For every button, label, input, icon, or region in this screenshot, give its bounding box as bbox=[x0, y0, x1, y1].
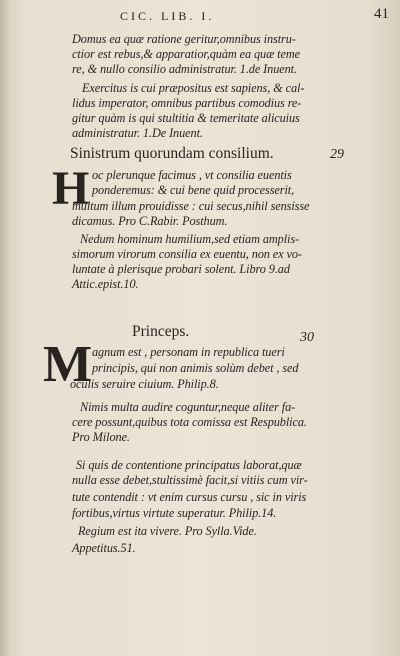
drop-cap: H bbox=[52, 162, 90, 215]
text-line: principis, qui non animis solùm debet , sed bbox=[92, 361, 299, 375]
text-line: ponderemus: & cui bene quid processerit, bbox=[92, 183, 295, 197]
text-line: Si quis de contentione principatus laborat,quæ bbox=[76, 458, 302, 472]
text-line: Attic.epist.10. bbox=[72, 277, 139, 291]
text-line: Nimis multa audire coguntur,neque aliter fa- bbox=[80, 400, 296, 414]
text-line: nulla esse debet,stultissimè facit,si vitiis cum vir- bbox=[72, 473, 308, 487]
text-line: ctior est rebus,& apparatior,quàm ea quæ teme bbox=[72, 47, 300, 61]
text-line: cere possunt,quibus tota comissa est Respublica. bbox=[72, 415, 307, 429]
text-line: Appetitus.51. bbox=[72, 541, 136, 555]
gutter-shadow bbox=[0, 0, 10, 656]
text-line: simorum virorum consilia ex euentu, non ex vo- bbox=[72, 247, 302, 261]
text-line: tute contendit : vt enim cursus cursu , sic in viris bbox=[72, 490, 307, 504]
drop-cap: M bbox=[43, 336, 93, 393]
page-number: 41 bbox=[374, 6, 389, 22]
text-line: gitur quàm is qui stultitia & temeritate alicuius bbox=[72, 111, 300, 125]
text-line: Regium est ita vivere. Pro Sylla.Vide. bbox=[78, 524, 257, 538]
running-head: CIC. LIB. I. bbox=[120, 9, 215, 23]
text-line: dicamus. Pro C.Rabir. Posthum. bbox=[72, 214, 228, 228]
section-title: Sinistrum quorundam consilium. bbox=[70, 145, 274, 162]
text-line: lidus imperator, omnibus partibus comodius re- bbox=[72, 96, 302, 110]
text-line: Pro Milone. bbox=[72, 430, 130, 444]
section-number: 30 bbox=[300, 330, 314, 345]
text-line: oc plerunque facimus , vt consilia euentis bbox=[92, 168, 292, 182]
text-line: fortibus,virtus virtute superatur. Philip.14. bbox=[72, 506, 277, 520]
text-line: oculis seruire ciuium. Philip.8. bbox=[70, 377, 219, 391]
text-line: multum illum prouidisse : cui secus,nihil sensisse bbox=[72, 199, 310, 213]
text-line: luntate à plerisque probari solent. Libro 9.ad bbox=[72, 262, 290, 276]
page-header bbox=[120, 6, 395, 27]
section-number: 29 bbox=[330, 147, 344, 162]
text-line: Nedum hominum humilium,sed etiam amplis- bbox=[80, 232, 300, 246]
text-line: Domus ea quæ ratione geritur,omnibus instru- bbox=[72, 32, 296, 46]
text-line: Exercitus is cui præpositus est sapiens, & cal- bbox=[82, 81, 305, 95]
text-line: re, & nullo consilio administratur. 1.de Inuent. bbox=[72, 62, 297, 76]
text-line: agnum est , personam in republica tueri bbox=[92, 345, 285, 359]
text-line: administratur. 1.De Inuent. bbox=[72, 126, 203, 140]
section-title: Princeps. bbox=[132, 323, 190, 340]
